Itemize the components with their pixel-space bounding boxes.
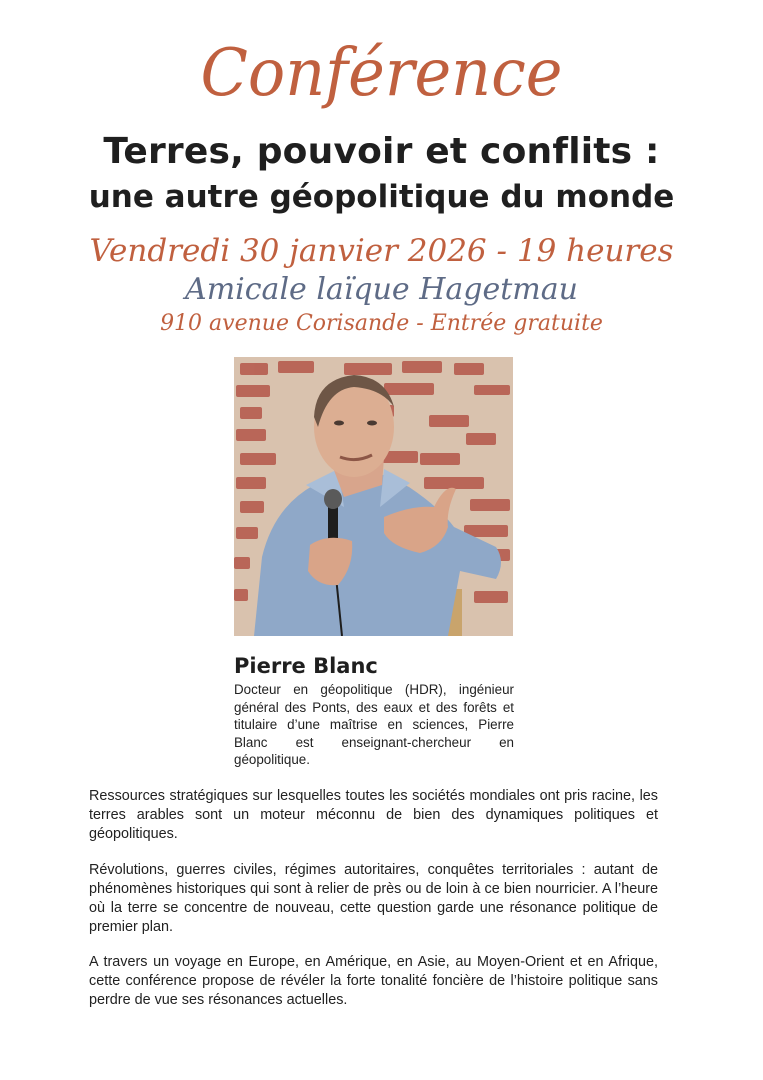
description-paragraph-2: Révolutions, guerres civiles, régimes autoritaires, conquêtes territoriales : autant de phénomènes historiques qui sont à relier de près ou de loin à ce bien nourricier. A l’heure où la terre se concentre de nouveau, cette question garde une résonance politique de premier plan. xyxy=(89,862,658,935)
speaker-photo-graphic xyxy=(234,357,513,636)
event-date-time: Vendredi 30 janvier 2026 - 19 heures xyxy=(89,233,674,269)
event-type-heading: Conférence xyxy=(200,34,563,111)
description-paragraph-1: Ressources stratégiques sur lesquelles toutes les sociétés mondiales ont pris racine, les terres arables sont un moteur méconnu de bien des dynamiques politiques et géopolitiques. xyxy=(89,788,658,842)
event-venue: Amicale laïque Hagetmau xyxy=(185,272,578,307)
title-line-2: une autre géopolitique du monde xyxy=(88,179,675,215)
speaker-name: Pierre Blanc xyxy=(234,654,378,678)
event-address-entry: 910 avenue Corisande - Entrée gratuite xyxy=(160,311,603,336)
title-line-1: Terres, pouvoir et conflits : xyxy=(103,131,660,172)
description-paragraph-3: A travers un voyage en Europe, en Amérique, en Asie, au Moyen-Orient et en Afrique, cette conférence propose de révéler la forte tonalité foncière de l’histoire politique sans perdre de vue ses résonances actuelles. xyxy=(89,954,658,1008)
speaker-bio: Docteur en géopolitique (HDR), ingénieur général des Ponts, des eaux et des forêts et titulaire d’une maîtrise en sciences, Pierre Blanc est enseignant-chercheur en géopolitique. xyxy=(234,682,514,767)
speaker-photo xyxy=(234,357,513,636)
